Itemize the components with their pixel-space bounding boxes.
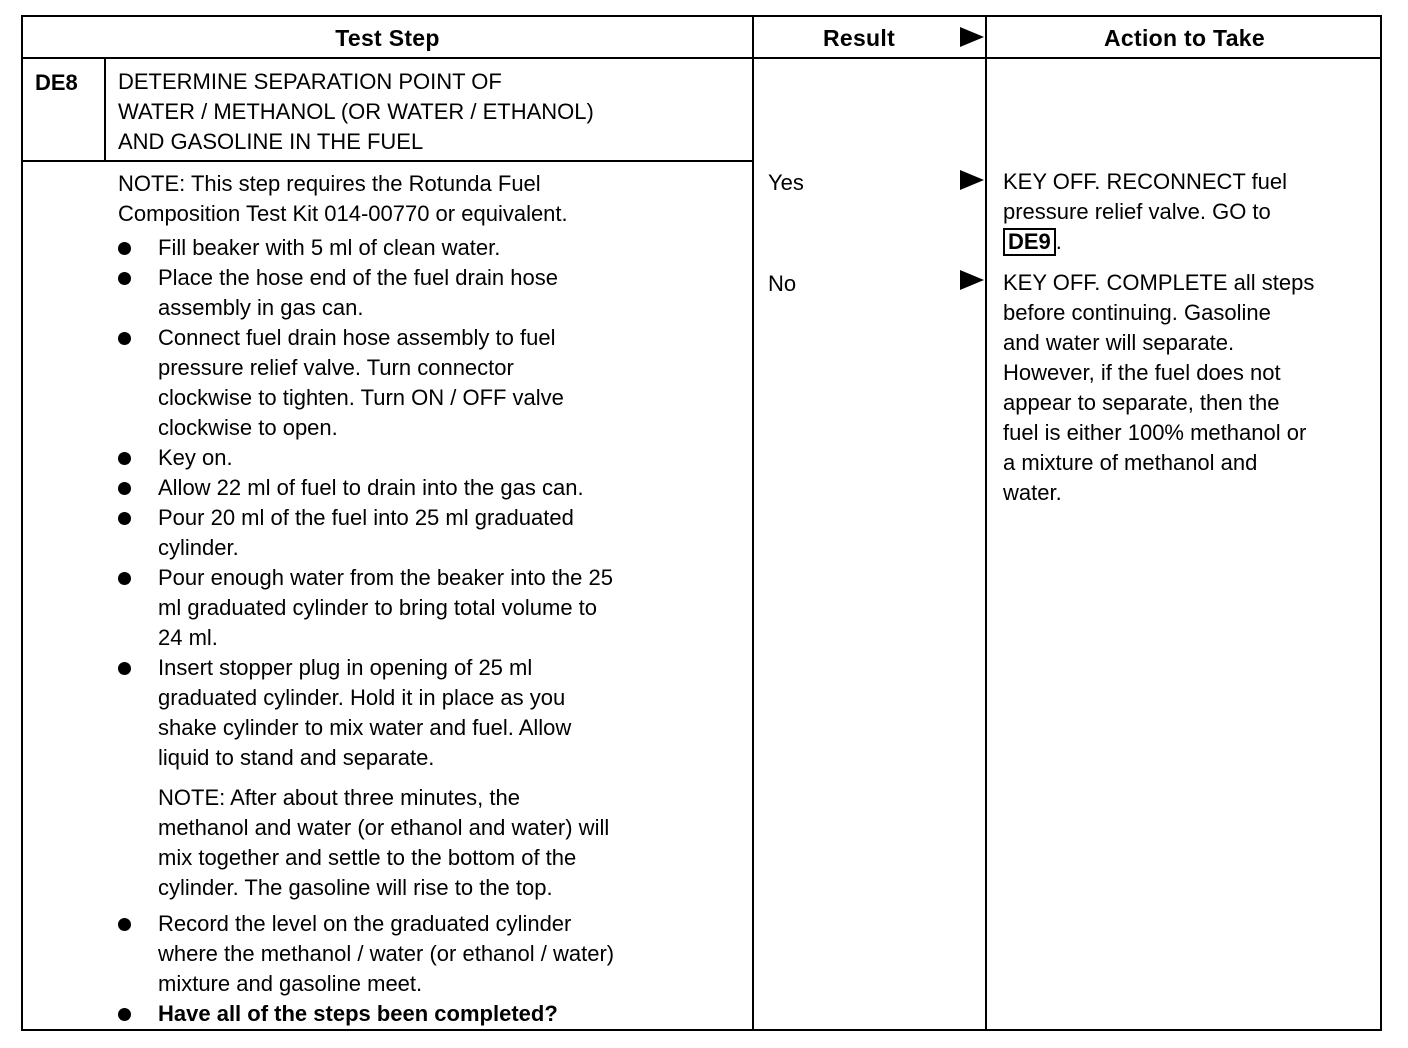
list-item: [113, 263, 753, 323]
inner-note: [113, 783, 753, 903]
bullet-dot-icon: [118, 452, 131, 465]
bullet-dot-icon: [118, 332, 131, 345]
action-no: KEY OFF. COMPLETE all steps before continuing. Gasoline and water will separate. However, if the fuel does not appear to separate, then the fuel is either 100% methanol or a mixture of methanol and water.: [1003, 270, 1315, 505]
step-title-divider: [23, 160, 754, 162]
bullet-dot-icon: [118, 1008, 131, 1021]
list-item: [113, 473, 753, 503]
column-divider-result-action: [985, 17, 987, 1031]
list-item: [113, 909, 753, 999]
step-reference-de9[interactable]: DE9: [1003, 228, 1056, 256]
list-item: [113, 563, 753, 653]
step-id: DE8: [35, 70, 78, 95]
list-item: [113, 443, 753, 473]
bullet-dot-icon: [118, 662, 131, 675]
list-item-text: Allow 22 ml of fuel to drain into the gas can.: [158, 475, 584, 500]
bullet-dot-icon: [118, 482, 131, 495]
list-item-text: Pour enough water from the beaker into the 25 ml graduated cylinder to bring total volume to 24 ml.: [158, 565, 613, 650]
action-yes-text: KEY OFF. RECONNECT fuel pressure relief valve. GO to: [1003, 169, 1288, 224]
step-title: DETERMINE SEPARATION POINT OF WATER / METHANOL (OR WATER / ETHANOL) AND GASOLINE IN THE FUEL: [118, 69, 594, 154]
inner-note-text: NOTE: After about three minutes, the methanol and water (or ethanol and water) will mix together and settle to the bottom of the cylinder. The gasoline will rise to the top.: [158, 785, 610, 900]
bullet-dot-icon: [118, 572, 131, 585]
list-item-text: Have all of the steps been completed?: [158, 1001, 558, 1026]
list-item-text: Insert stopper plug in opening of 25 ml graduated cylinder. Hold it in place as you shake cylinder to mix water and fuel. Allow liquid to stand and separate.: [158, 655, 572, 770]
list-item-text: Connect fuel drain hose assembly to fuel pressure relief valve. Turn connector clockwise to tighten. Turn ON / OFF valve clockwise to open.: [158, 325, 564, 440]
header-divider: [23, 57, 1382, 59]
list-item: [113, 503, 753, 563]
diagnostic-table: [21, 15, 1382, 1031]
list-item-text: Record the level on the graduated cylinder where the methanol / water (or ethanol / water) mixture and gasoline meet.: [158, 911, 615, 996]
list-item-text: Fill beaker with 5 ml of clean water.: [158, 235, 501, 260]
header-action: Action to Take: [1104, 25, 1265, 51]
header-test-step: Test Step: [335, 25, 440, 51]
step-note: NOTE: This step requires the Rotunda Fuel Composition Test Kit 014-00770 or equivalent.: [118, 171, 568, 226]
arrow-right-icon: [960, 27, 984, 47]
bullet-dot-icon: [118, 918, 131, 931]
list-item: [113, 323, 753, 443]
list-item: [113, 653, 753, 773]
bullet-dot-icon: [118, 512, 131, 525]
list-item-text: Pour 20 ml of the fuel into 25 ml graduated cylinder.: [158, 505, 574, 560]
bullet-dot-icon: [118, 242, 131, 255]
list-item: [113, 999, 753, 1029]
list-item-text: Place the hose end of the fuel drain hose assembly in gas can.: [158, 265, 558, 320]
step-id-divider: [104, 57, 106, 160]
bullet-dot-icon: [118, 272, 131, 285]
result-no-label: No: [768, 271, 797, 296]
result-yes-label: Yes: [768, 170, 804, 195]
header-result: Result: [822, 25, 896, 51]
action-yes-suffix: .: [1055, 229, 1062, 254]
list-item: [113, 233, 753, 263]
action-yes: [1003, 167, 1383, 257]
list-item-text: Key on.: [158, 445, 233, 470]
step-instructions: [113, 233, 753, 1029]
arrow-right-icon: [960, 170, 984, 190]
arrow-right-icon: [960, 270, 984, 290]
